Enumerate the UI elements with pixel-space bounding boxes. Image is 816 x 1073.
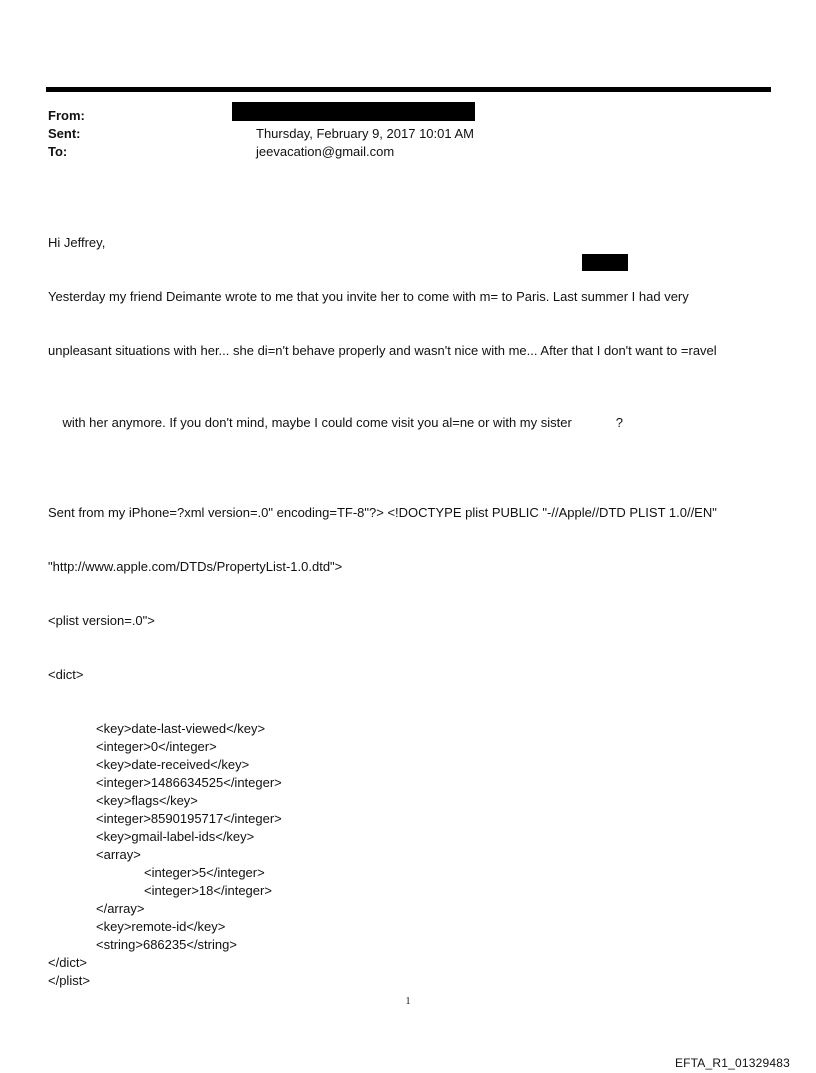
plist-line: <key>date-received</key> xyxy=(96,757,250,772)
paragraph-line xyxy=(48,396,770,430)
plist-line: <key>flags</key> xyxy=(96,793,198,808)
from-redaction xyxy=(232,102,475,121)
plist-line: <integer>1486634525</integer> xyxy=(96,775,282,790)
to-value: jeevacation@gmail.com xyxy=(256,144,395,159)
signature-line: Sent from my iPhone=?xml version=.0" encoding=TF-8"?> <!DOCTYPE plist PUBLIC "-//Apple//DTD PLIST 1.0//EN" xyxy=(48,505,717,520)
plist-line: <key>remote-id</key> xyxy=(96,919,226,934)
plist-line: <integer>18</integer> xyxy=(144,883,272,898)
plist-line: <array> xyxy=(96,847,141,862)
greeting: Hi Jeffrey, xyxy=(48,235,106,250)
paragraph-line: Yesterday my friend Deimante wrote to me that you invite her to come with m= to Paris. Last summer I had very xyxy=(48,289,689,304)
plist-line: </dict> xyxy=(48,955,88,970)
plist-line: <key>gmail-label-ids</key> xyxy=(96,829,255,844)
sent-value: Thursday, February 9, 2017 10:01 AM xyxy=(256,126,474,141)
plist-line: </array> xyxy=(96,901,145,916)
signature-line: <plist version=.0"> xyxy=(48,613,155,628)
paragraph-line-end: ? xyxy=(615,415,624,430)
plist-line: <integer>5</integer> xyxy=(144,865,265,880)
document-id: EFTA_R1_01329483 xyxy=(674,1056,790,1070)
plist-line: </plist> xyxy=(48,973,90,988)
signature-line: <dict> xyxy=(48,667,84,682)
sister-name-redaction xyxy=(582,254,628,271)
to-label: To: xyxy=(48,144,68,159)
plist-line: <string>686235</string> xyxy=(96,937,237,952)
page-number: 1 xyxy=(405,996,411,1007)
from-label: From: xyxy=(48,108,85,123)
signature-line: "http://www.apple.com/DTDs/PropertyList-1.0.dtd"> xyxy=(48,559,343,574)
paragraph-line-text: with her anymore. If you don't mind, maybe I could come visit you al=ne or with my sister xyxy=(62,415,572,430)
paragraph-line: unpleasant situations with her... she di=n't behave properly and wasn't nice with me... After that I don't want to =ravel xyxy=(48,343,717,358)
plist-line: <key>date-last-viewed</key> xyxy=(96,721,266,736)
plist-line: <integer>0</integer> xyxy=(96,739,217,754)
sent-label: Sent: xyxy=(48,126,81,141)
header-rule xyxy=(46,87,771,92)
plist-block xyxy=(48,720,770,990)
blank-line xyxy=(48,450,770,468)
message-body xyxy=(48,198,770,1008)
plist-line: <integer>8590195717</integer> xyxy=(96,811,282,826)
